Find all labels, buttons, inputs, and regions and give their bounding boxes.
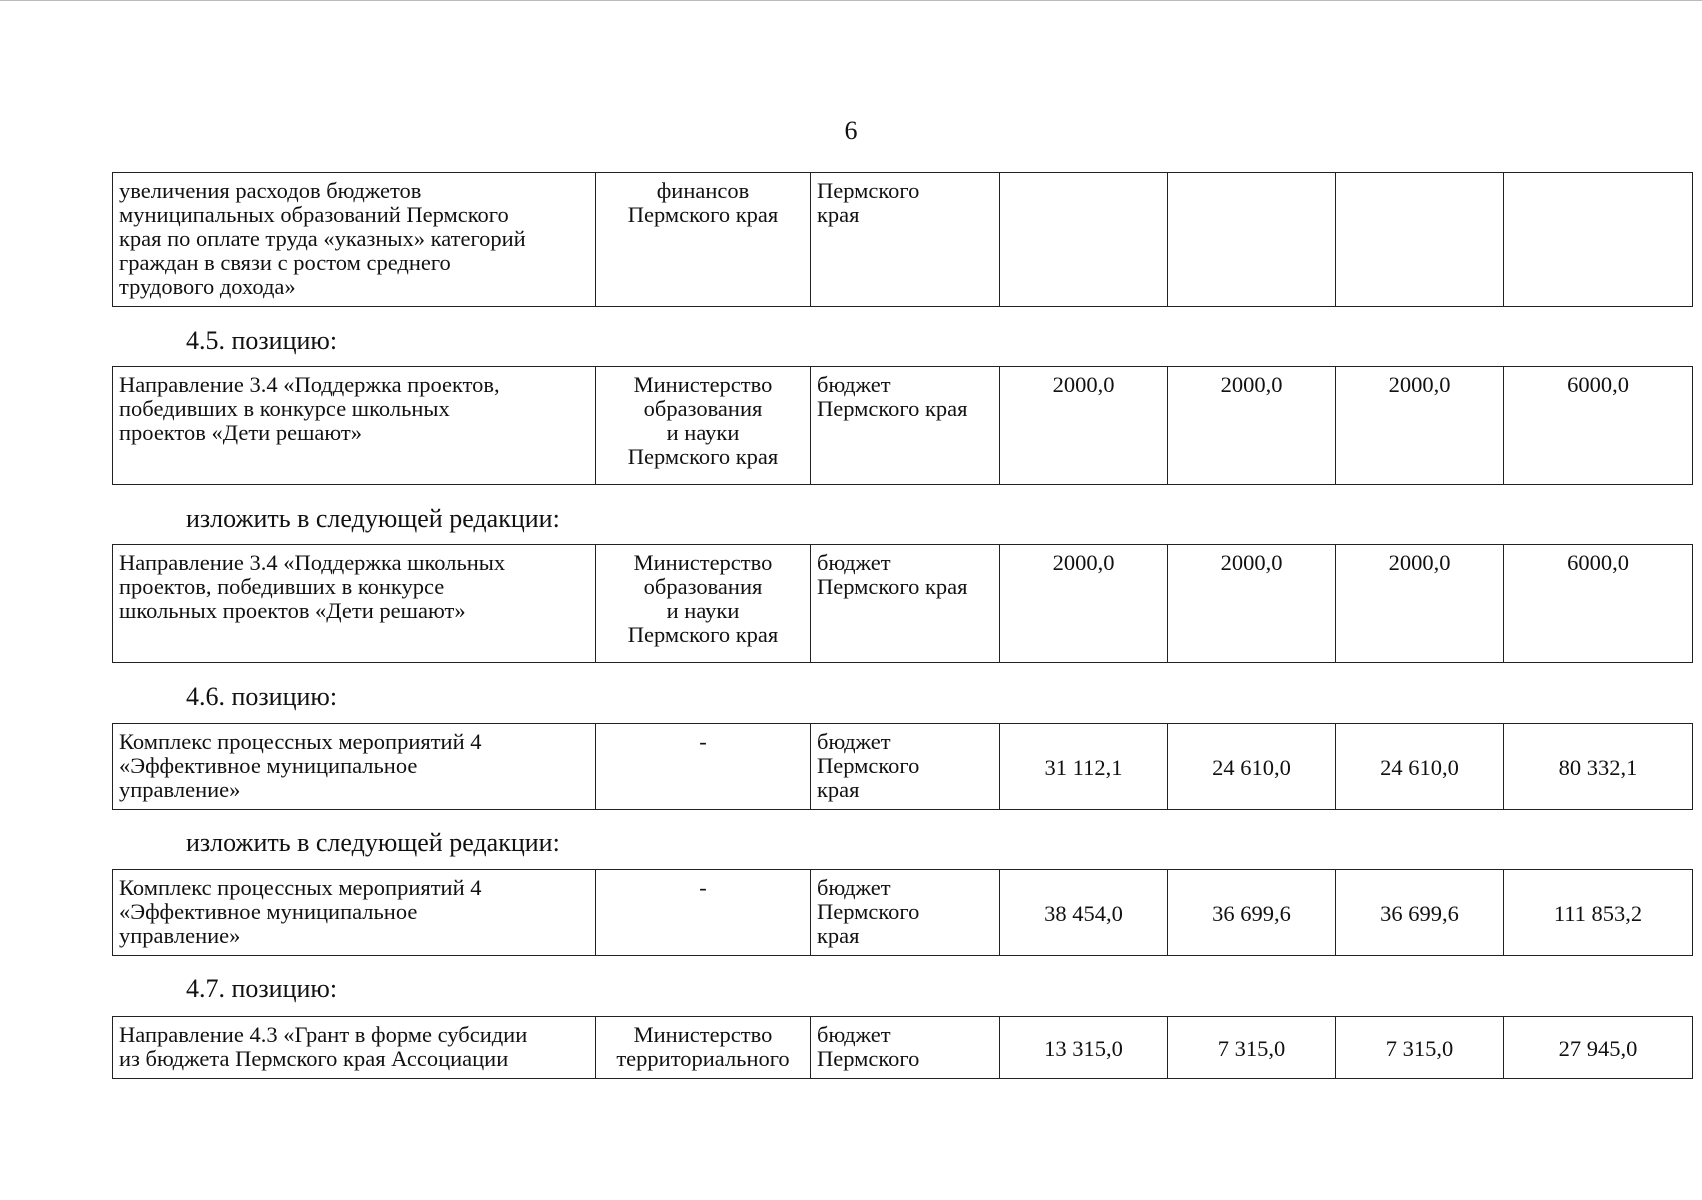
section-label-4-6: 4.6. позицию: [186,682,338,711]
row-source: Пермского края [811,173,1000,307]
row-value-1: 2000,0 [1000,545,1168,663]
row-value-1: 38 454,0 [1000,870,1168,956]
row-value-3: 2000,0 [1336,367,1504,485]
row-executor: Министерство образования и науки Пермского края [596,545,811,663]
row-name: Направление 3.4 «Поддержка проектов, победивших в конкурсе школьных проектов «Дети решают» [113,367,596,485]
section-label-4-6-new: изложить в следующей редакции: [186,828,560,857]
row-value-3: 24 610,0 [1336,724,1504,810]
section-label-4-5: 4.5. позицию: [186,326,338,355]
row-value-2 [1168,173,1336,307]
row-value-1: 31 112,1 [1000,724,1168,810]
row-source: бюджет Пермского края [811,545,1000,663]
row-value-3: 7 315,0 [1336,1017,1504,1079]
row-executor: - [596,870,811,956]
row-total: 80 332,1 [1504,724,1693,810]
row-source: бюджет Пермского края [811,367,1000,485]
row-name: Комплекс процессных мероприятий 4 «Эффективное муниципальное управление» [113,870,596,956]
row-executor: Министерство образования и науки Пермского края [596,367,811,485]
table-row-4-7-old [112,1016,1693,1079]
row-name: Направление 4.3 «Грант в форме субсидии из бюджета Пермского края Ассоциации [113,1017,596,1079]
row-name: Направление 3.4 «Поддержка школьных проектов, победивших в конкурсе школьных проектов «Дети решают» [113,545,596,663]
row-value-1: 2000,0 [1000,367,1168,485]
row-source: бюджет Пермского края [811,870,1000,956]
row-executor: - [596,724,811,810]
row-executor: Министерство территориального [596,1017,811,1079]
row-value-3: 2000,0 [1336,545,1504,663]
section-label-4-5-new: изложить в следующей редакции: [186,504,560,533]
table-row-4-6-old [112,723,1693,810]
table-row-4-6-new [112,869,1693,956]
row-total: 6000,0 [1504,367,1693,485]
row-value-2: 2000,0 [1168,545,1336,663]
row-value-1: 13 315,0 [1000,1017,1168,1079]
row-value-2: 2000,0 [1168,367,1336,485]
row-executor: финансов Пермского края [596,173,811,307]
page-number: 6 [844,116,858,145]
row-total: 6000,0 [1504,545,1693,663]
row-name: Комплекс процессных мероприятий 4 «Эффективное муниципальное управление» [113,724,596,810]
row-value-2: 7 315,0 [1168,1017,1336,1079]
table-row-4-5-old [112,366,1693,485]
section-label-4-7: 4.7. позицию: [186,974,338,1003]
table-row-continued [112,172,1693,307]
row-value-2: 24 610,0 [1168,724,1336,810]
row-value-2: 36 699,6 [1168,870,1336,956]
row-value-3 [1336,173,1504,307]
row-total [1504,173,1693,307]
table-row-4-5-new [112,544,1693,663]
row-source: бюджет Пермского [811,1017,1000,1079]
row-total: 111 853,2 [1504,870,1693,956]
row-value-3: 36 699,6 [1336,870,1504,956]
scan-top-edge [0,0,1702,1]
row-source: бюджет Пермского края [811,724,1000,810]
row-value-1 [1000,173,1168,307]
row-name: увеличения расходов бюджетов муниципальных образований Пермского края по оплате труда «указных» категорий граждан в связи с ростом среднего трудового дохода» [113,173,596,307]
row-total: 27 945,0 [1504,1017,1693,1079]
